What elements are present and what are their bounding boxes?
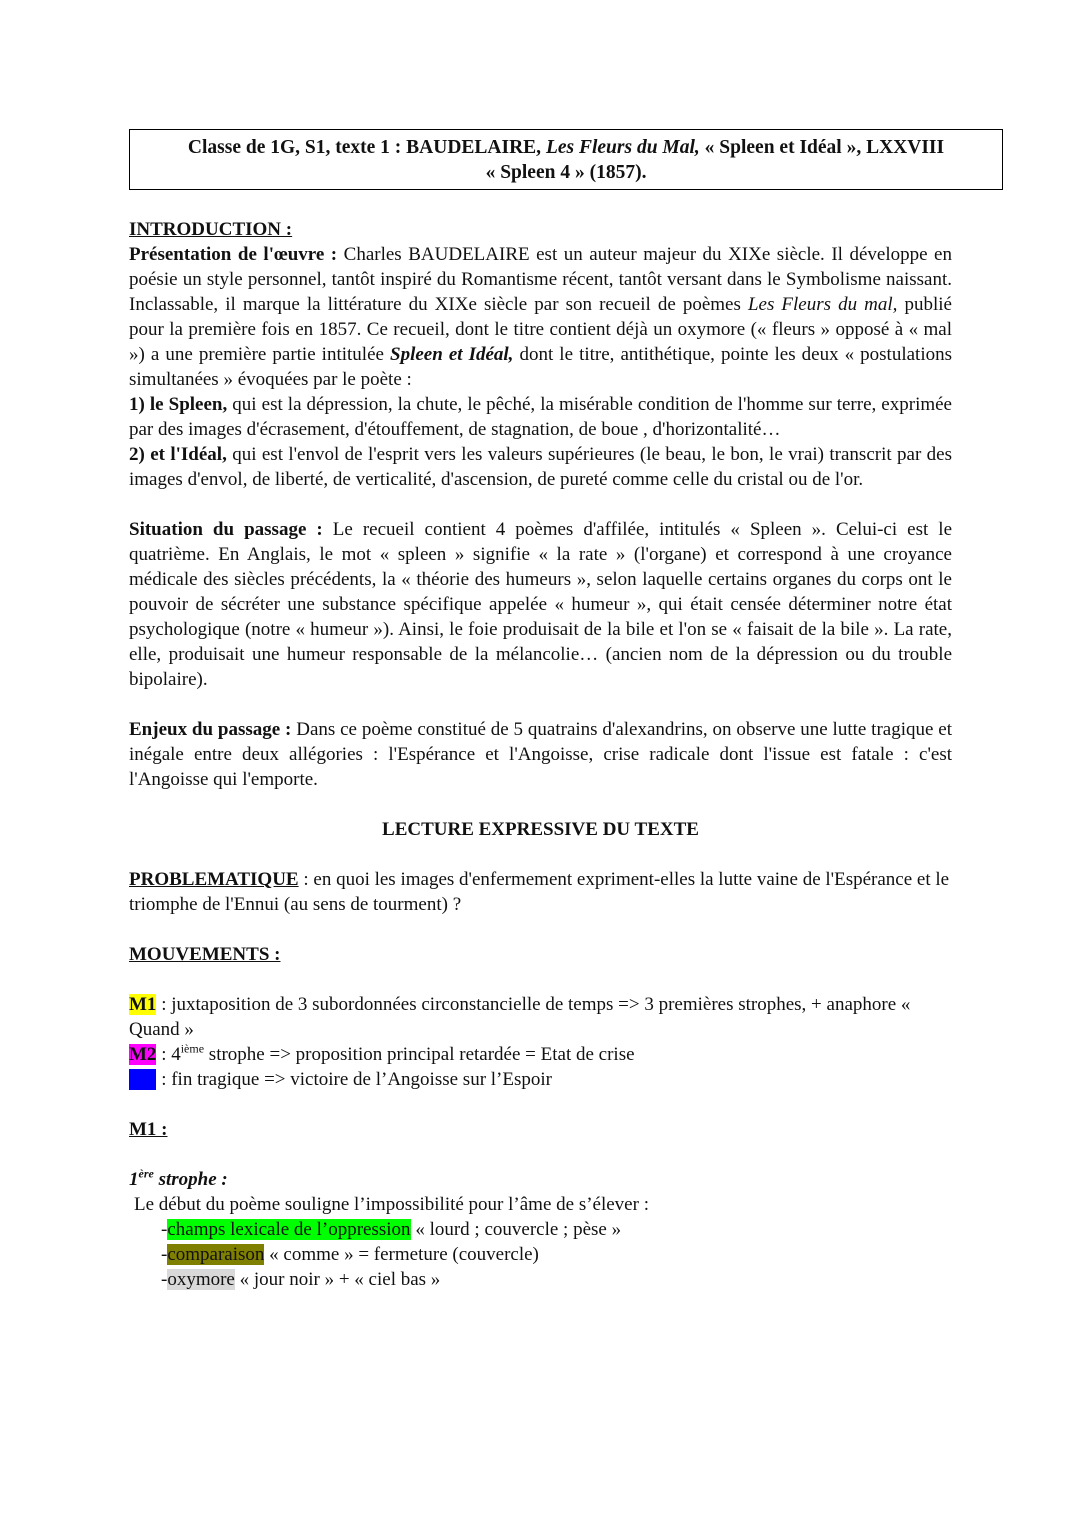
title-prefix: Classe de 1G, S1, texte 1 : BAUDELAIRE, — [187, 137, 546, 158]
enjeux-text: Dans ce poème constitué de 5 quatrains d'alexandrins, on observe une lutte tragique et inégale entre deux allégories : l'Espérance et l'Angoisse, crise radicale dont l'issue est fatale : c'est l'Angoisse qui l'emporte. — [129, 719, 952, 790]
point-1-text: qui est la dépression, la chute, le pêché, la misérable condition de l'homme sur terre, exprimée par des images d'écrasement, d'étouffement, de stagnation, de boue , d'horizontalité… — [129, 394, 952, 440]
enjeux-label: Enjeux du passage : — [129, 719, 292, 740]
m1-text: : juxtaposition de 3 subordonnées circonstancielle de temps => 3 premières strophes, + anaphore « Quand » — [129, 994, 911, 1040]
list-dash: - — [161, 1219, 168, 1240]
strophe-sup: ère — [138, 1166, 154, 1181]
presentation-label: Présentation de l'œuvre : — [129, 244, 338, 265]
strophe-label: strophe : — [153, 1169, 228, 1190]
document-page — [129, 129, 952, 1292]
comparaison-highlight: comparaison — [167, 1244, 265, 1265]
presentation-text-3: dont le titre, antithétique, pointe les deux « postulations simultanées » évoquées par le poète : — [129, 344, 952, 390]
situation-paragraph — [129, 517, 952, 692]
point-2-label: 2) et l'Idéal, — [129, 444, 227, 465]
strophe-heading — [129, 1167, 952, 1192]
point-2-paragraph — [129, 442, 952, 492]
presentation-italic: Les Fleurs du mal, — [747, 294, 898, 315]
problematique-label: PROBLEMATIQUE — [129, 869, 299, 890]
m2-sup: ième — [180, 1041, 205, 1056]
mouvement-1 — [129, 992, 952, 1042]
list-item-text: « jour noir » + « ciel bas » — [234, 1269, 441, 1290]
strophe-intro: Le début du poème souligne l’impossibilité pour l’âme de s’élever : — [134, 1194, 649, 1215]
lexical-highlight: champs lexicale de l’oppression — [167, 1219, 411, 1240]
presentation-text-2: publié pour la première fois en 1857. Ce recueil, dont le titre contient déjà un oxymore (« fleurs » opposé à « mal ») a une première partie intitulée — [129, 294, 952, 365]
list-item-text: « comme » = fermeture (couvercle) — [264, 1244, 539, 1265]
lecture-heading: LECTURE EXPRESSIVE DU TEXTE — [382, 819, 699, 840]
situation-text: Le recueil contient 4 poèmes d'affilée, intitulés « Spleen ». Celui-ci est le quatrième. En Anglais, le mot « spleen » signifie « la rate » (l'organe) et correspond à une croyance médicale des siècles précédents, la « théorie des humeurs », selon laquelle certains organes du corps ont le pouvoir de sécréter une substance spécifique appelée « humeur », qui était censée déterminer notre état psychologique (notre « humeur »). Ainsi, le foie produisait de la bile et l'on se « faisait de la bile ». La rate, elle, produisait une humeur responsable de la mélancolie… (ancien nom de la dépression ou du trouble bipolaire). — [129, 519, 952, 690]
strophe-num: 1 — [129, 1169, 139, 1190]
m3-text: : fin tragique => victoire de l’Angoisse sur l’Espoir — [156, 1069, 552, 1090]
title-suffix: « Spleen et Idéal », LXXVIII — [699, 137, 945, 158]
document-title-box — [129, 129, 1003, 190]
mouvement-3 — [129, 1067, 952, 1092]
m3-label: M3 — [129, 1069, 157, 1090]
mouvements-heading: MOUVEMENTS : — [129, 944, 281, 965]
m1-label: M1 — [129, 994, 157, 1015]
introduction-heading: INTRODUCTION : — [129, 219, 293, 240]
m1-section-heading: M1 : — [129, 1119, 168, 1140]
problematique-text: : en quoi les images d'enfermement expriment-elles la lutte vaine de l'Espérance et le triomphe de l'Ennui (au sens de tourment) ? — [129, 869, 950, 915]
problematique-paragraph — [129, 867, 952, 917]
m2-label: M2 — [129, 1044, 157, 1065]
point-1-label: 1) le Spleen, — [129, 394, 228, 415]
mouvement-2 — [129, 1042, 952, 1067]
oxymore-highlight: oxymore — [167, 1269, 235, 1290]
list-item-text: « lourd ; couvercle ; pèse » — [410, 1219, 622, 1240]
list-item — [129, 1242, 952, 1267]
m2-text-post: strophe => proposition principal retardée = Etat de crise — [204, 1044, 635, 1065]
title-line-1 — [136, 135, 996, 160]
list-item — [129, 1217, 952, 1242]
list-dash: - — [161, 1269, 168, 1290]
presentation-bolditalic: Spleen et Idéal, — [390, 344, 514, 365]
title-italic: Les Fleurs du Mal, — [545, 137, 700, 158]
presentation-text-1: Charles BAUDELAIRE est un auteur majeur du XIXe siècle. Il développe en poésie un style personnel, tantôt inspiré du Romantisme récent, tantôt versant dans le Symbolisme naissant. Inclassable, il marque la littérature du XIXe siècle par son recueil de poèmes — [129, 244, 952, 315]
list-dash: - — [161, 1244, 168, 1265]
point-2-text: qui est l'envol de l'esprit vers les valeurs supérieures (le beau, le bon, le vrai) transcrit par des images d'envol, de liberté, de verticalité, d'ascension, de pureté comme celle du cristal ou de l'or. — [129, 444, 952, 490]
enjeux-paragraph — [129, 717, 952, 792]
situation-label: Situation du passage : — [129, 519, 323, 540]
presentation-paragraph — [129, 242, 952, 392]
title-line-2: « Spleen 4 » (1857). — [485, 162, 647, 183]
list-item — [129, 1267, 952, 1292]
point-1-paragraph — [129, 392, 952, 442]
m2-text-pre: : 4 — [156, 1044, 181, 1065]
